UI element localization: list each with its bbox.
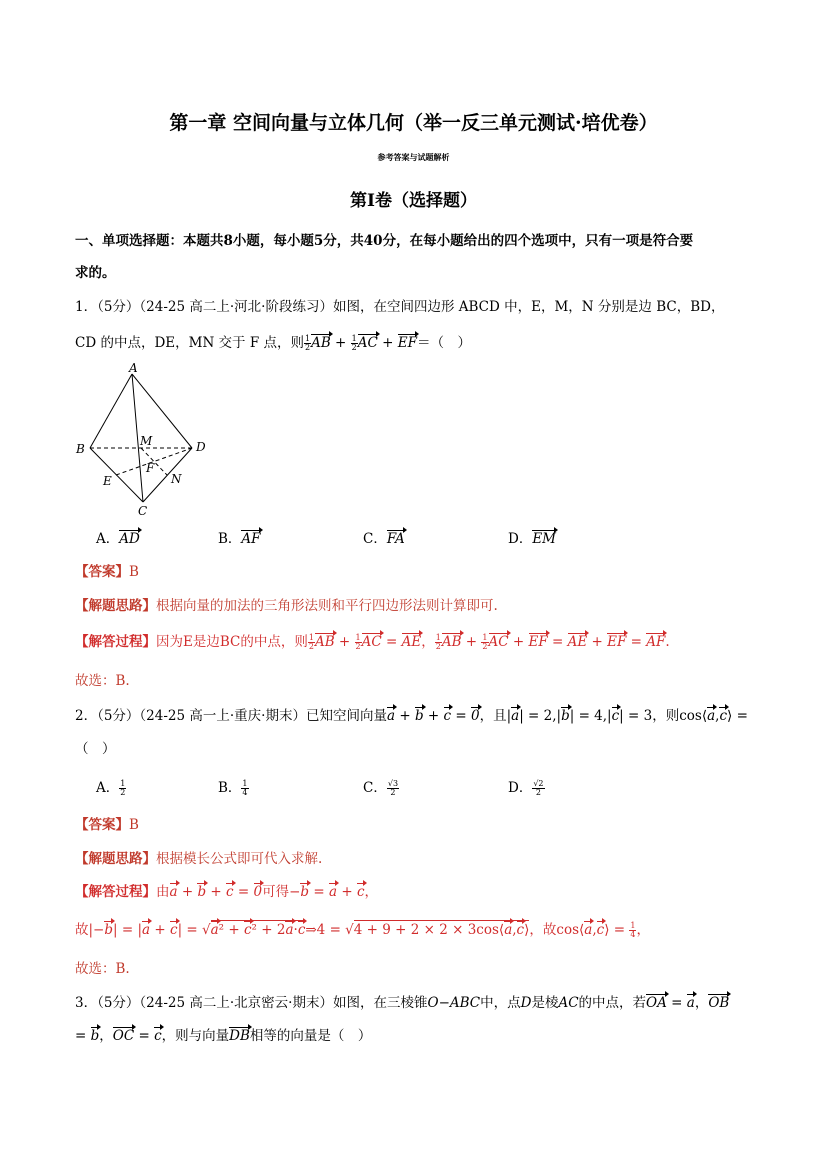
- q1-stem-tail: ＝（ ）: [417, 335, 471, 351]
- q1-vec-ef: EF: [397, 335, 417, 351]
- q1-option-c[interactable]: C．FA: [363, 531, 405, 547]
- q1-stem-line1: 1．（5分）（24-25 高二上·河北·阶段练习）如图，在空间四边形 ABCD 中，E，M，N 分别是边 BC，BD，: [75, 299, 725, 315]
- q1-label-a: A: [129, 362, 138, 375]
- q2-process-line2: 故|−b| = |a + c| = √a² + c² + 2a·c⇒4 = √4 + 9 + 2 × 2 × 3cos⟨a,c⟩，故cos⟨a,c⟩ = $\frac{1}{4}$ ，: [75, 921, 650, 939]
- q1-label-m: M: [140, 434, 153, 448]
- q1-option-a[interactable]: A．AD: [96, 531, 140, 547]
- q1-answer: 【答案】B: [75, 564, 139, 580]
- q3-stem-line1: 3．（5分）（24-25 高二上·北京密云·期末）如图，在三棱锥O−ABC中，点D是棱AC的中点，若OA = a，OB: [75, 995, 730, 1011]
- section-heading: 第I卷（选择题）: [350, 191, 477, 211]
- q2-option-d[interactable]: D． $\frac{√2}{2}$: [508, 779, 544, 797]
- q1-process: 【解答过程】因为E是边BC的中点，则 $\frac{1}{2}$ AB + $\frac{1}{2}$ AC = AE， $\frac{1}{2}$ AB + $\frac{1}{2}$ AC + EF = AE + EF = AF.: [75, 633, 670, 651]
- q1-label-c: C: [138, 504, 148, 518]
- q1-stem-line2: CD 的中点，DE，MN 交于 F 点，则 $\frac{1}{2}$ AB + $\frac{1}{2}$ AC + EF＝（ ）: [75, 334, 471, 352]
- q2-conclusion: 故选：B.: [75, 961, 130, 977]
- q1-tetrahedron-figure: [70, 362, 220, 520]
- q2-answer: 【答案】B: [75, 817, 139, 833]
- q2-option-b[interactable]: B． $\frac{1}{4}$: [218, 779, 248, 797]
- q2-stem-line1: 2．（5分）（24-25 高一上·重庆·期末）已知空间向量a + b + c = 0，且|a| = 2,|b| = 4,|c| = 3，则cos⟨a,c⟩ =: [75, 708, 748, 724]
- instructions-line1: 一、单项选择题：本题共8小题，每小题5分，共40分，在每小题给出的四个选项中，只有一项是符合要: [75, 233, 694, 249]
- q2-option-c[interactable]: C． $\frac{√3}{2}$: [363, 779, 399, 797]
- instructions-line2: 求的。: [75, 265, 116, 281]
- q1-half: $\frac{1}{2}$: [305, 334, 311, 352]
- q1-conclusion: 故选：B.: [75, 673, 130, 689]
- q2-process: 【解答过程】由a + b + c = 0可得−b = a + c，: [75, 884, 378, 900]
- q1-option-b[interactable]: B．AF: [218, 531, 261, 547]
- q1-vec-ac: AC: [357, 335, 378, 351]
- q1-option-d[interactable]: D．EM: [508, 531, 557, 547]
- q2-option-a[interactable]: A． $\frac{1}{2}$: [96, 779, 126, 797]
- q1-label-b: B: [76, 442, 85, 456]
- q1-vec-ab: AB: [311, 335, 331, 351]
- q1-half: $\frac{1}{2}$: [351, 334, 357, 352]
- q1-idea: 【解题思路】根据向量的加法的三角形法则和平行四边形法则计算即可.: [75, 598, 498, 614]
- document-subtitle: 参考答案与试题解析: [377, 152, 450, 162]
- q1-label-d: D: [196, 440, 206, 454]
- q3-stem-line2: = b，OC = c，则与向量DB相等的向量是（ ）: [75, 1028, 372, 1044]
- q1-label-n: N: [171, 472, 182, 486]
- q1-stem-text: CD 的中点，DE，MN 交于 F 点，则: [75, 335, 304, 351]
- document-title: 第一章 空间向量与立体几何（举一反三单元测试·培优卷）: [169, 112, 658, 134]
- q2-stem-line2: （ ）: [75, 741, 116, 757]
- q1-label-f: F: [146, 461, 155, 475]
- q2-idea: 【解题思路】根据模长公式即可代入求解.: [75, 851, 323, 867]
- q1-label-e: E: [103, 474, 112, 488]
